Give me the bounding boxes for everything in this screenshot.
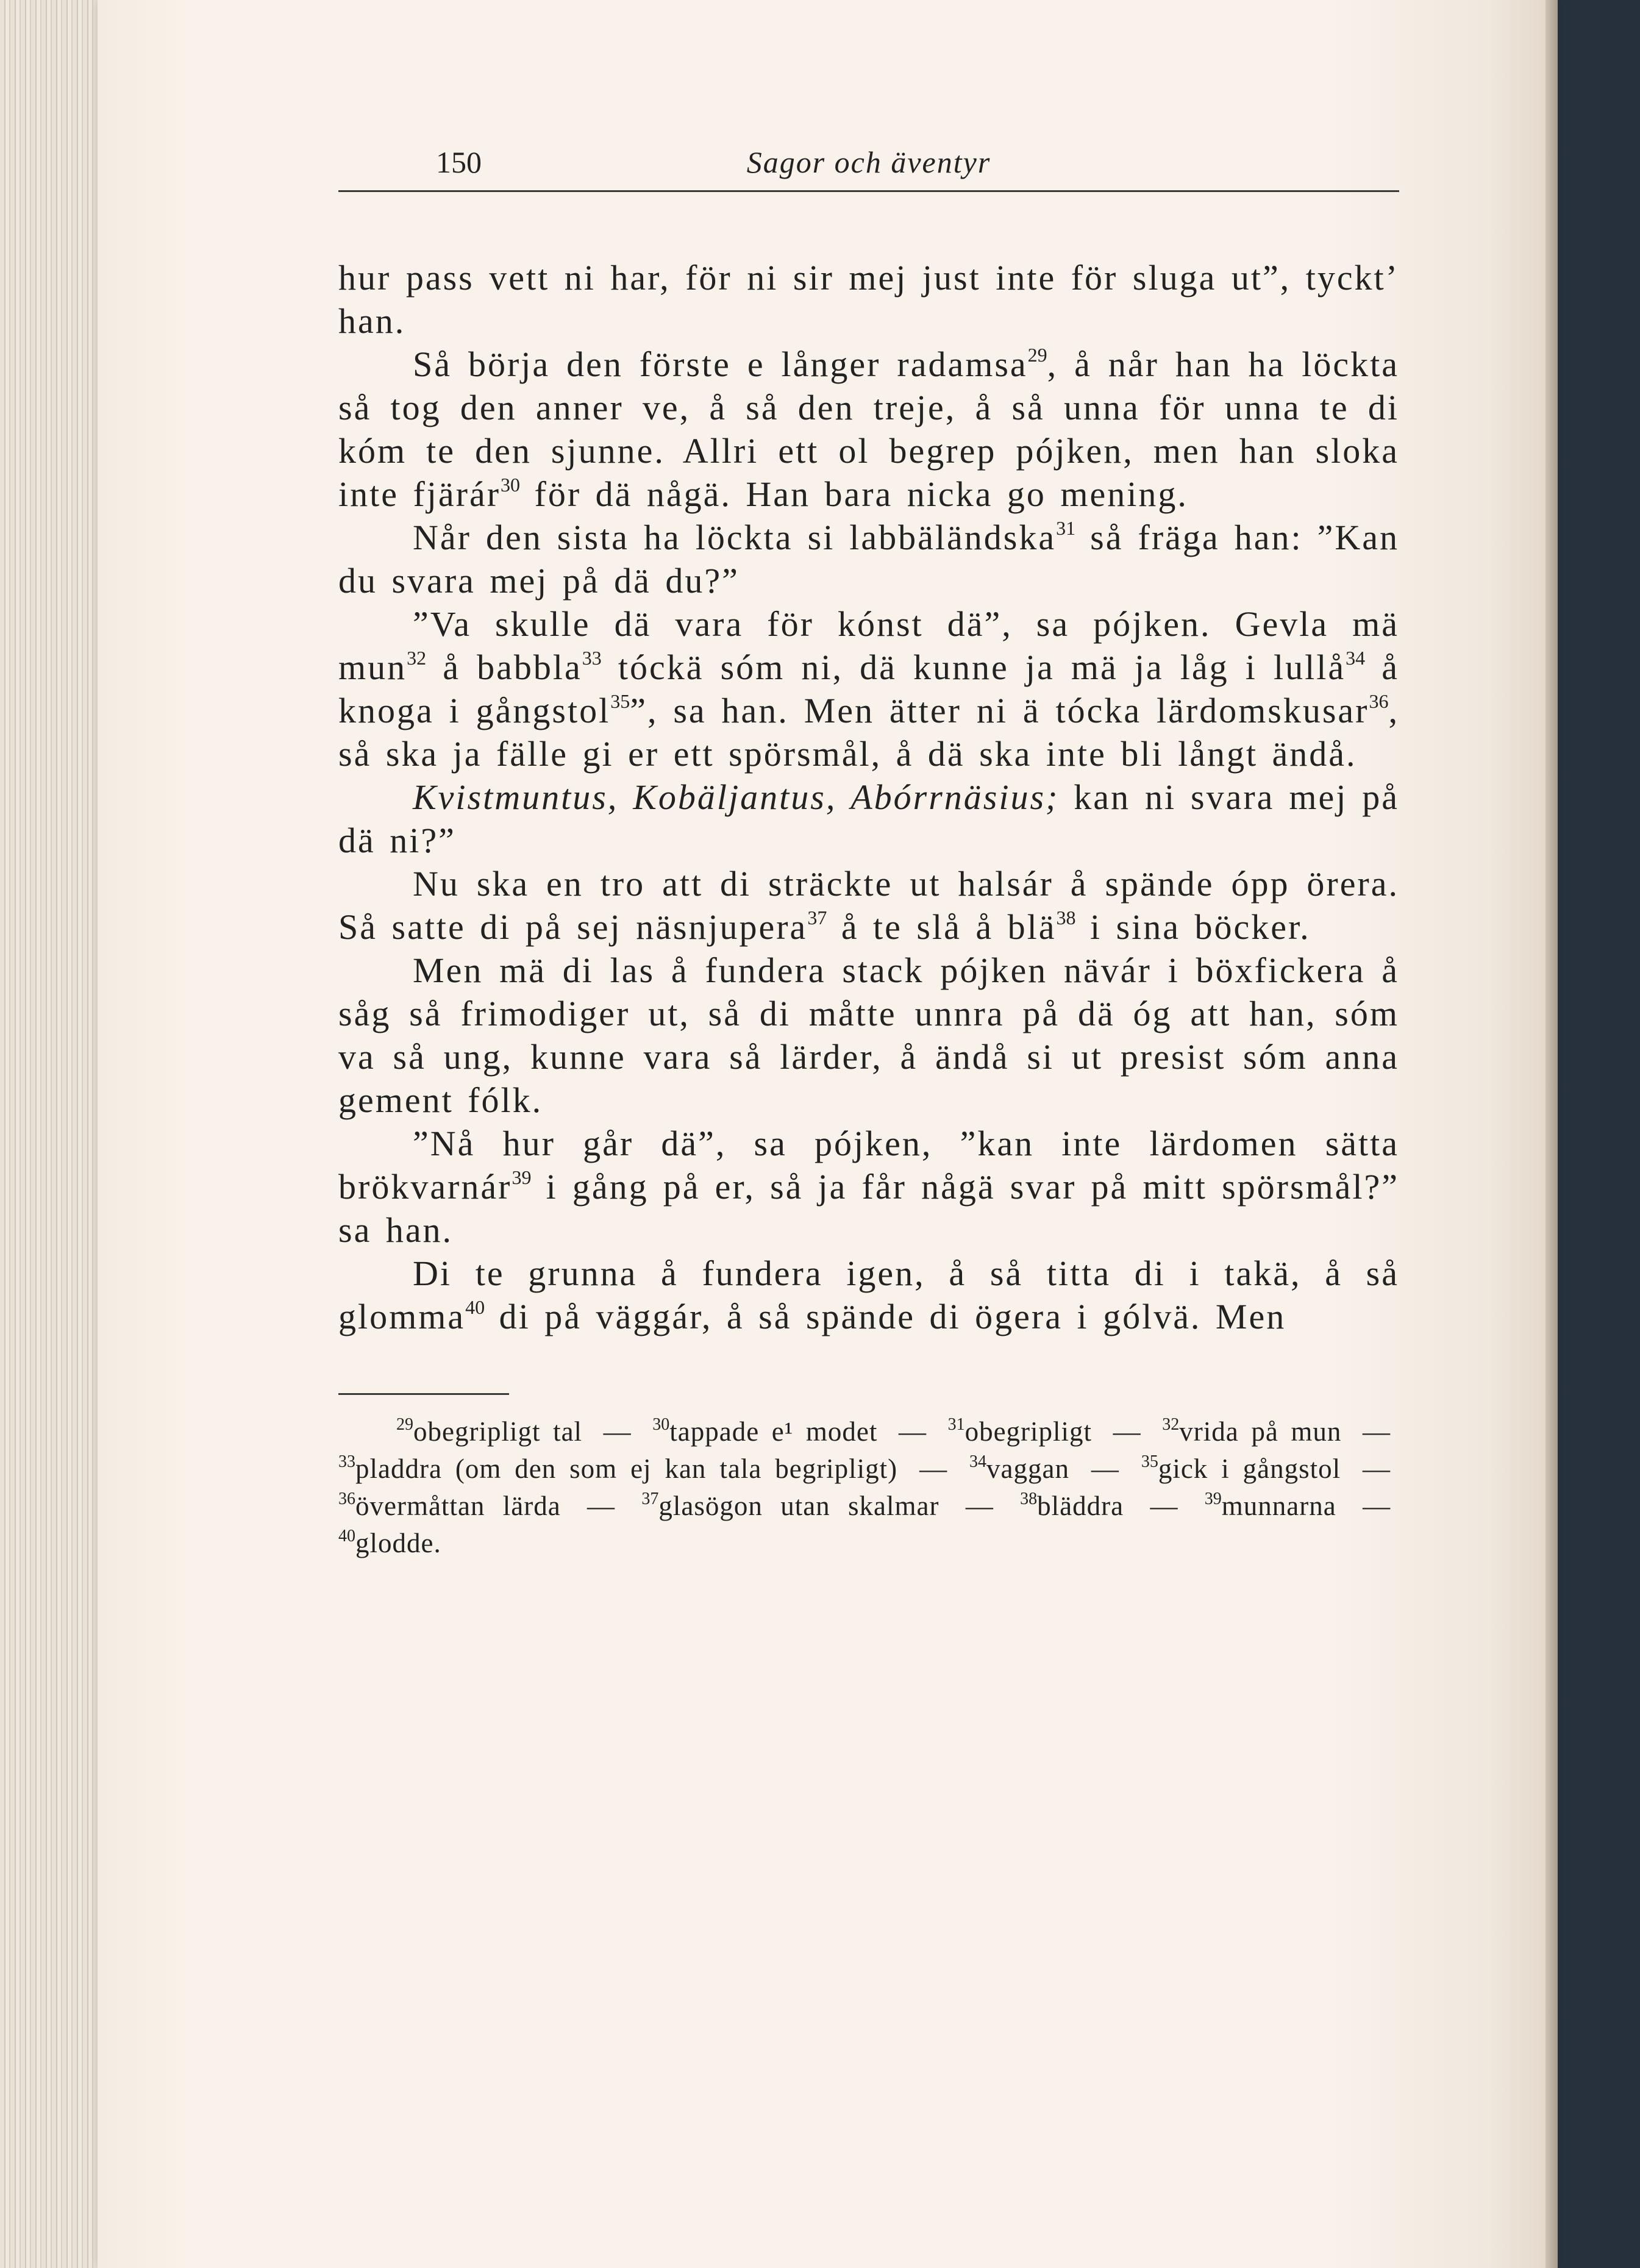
text-run: å knoga i gångstol bbox=[338, 647, 1399, 730]
footnote-text: obegripligt bbox=[964, 1416, 1093, 1447]
footnote-separator: — bbox=[965, 1491, 1012, 1521]
text-run: tóckä sóm ni, dä kunne ja mä ja låg i lullå bbox=[601, 647, 1346, 687]
footnote-number: 36 bbox=[338, 1489, 355, 1508]
footnote bbox=[338, 1528, 441, 1558]
text-run: hur pass vett ni har, för ni sir mej just inte för sluga ut”, tyckt’ han. bbox=[338, 258, 1399, 341]
paragraph bbox=[338, 343, 1399, 516]
footnote-text: pladdra (om den som ej kan tala begripligt) bbox=[355, 1453, 898, 1484]
text-run: Så börja den förste e långer radamsa bbox=[413, 344, 1028, 384]
footnote-separator: — bbox=[919, 1453, 961, 1484]
footnote-text: vrida på mun bbox=[1179, 1416, 1342, 1447]
italic-text: Kvistmuntus, Kobäljantus, Abórrnäsius; bbox=[413, 777, 1060, 817]
footnote-rule bbox=[338, 1393, 509, 1395]
text-run: , å når han ha löckta så tog den anner ve, å så den treje, å så unna för unna te di kóm te den sjunne. Allri ett ol begrep pójken, men han sloka inte fjärár bbox=[338, 344, 1399, 514]
footnote bbox=[338, 1491, 561, 1521]
body-text bbox=[338, 256, 1399, 1338]
footnote-marker: 29 bbox=[1027, 344, 1047, 366]
footnote bbox=[396, 1416, 582, 1447]
paragraph bbox=[338, 1122, 1399, 1252]
footnote bbox=[1020, 1491, 1124, 1521]
paragraph bbox=[338, 516, 1399, 602]
footnote-text: glasögon utan skalmar bbox=[658, 1491, 939, 1521]
footnote-marker: 31 bbox=[1056, 517, 1076, 539]
footnote-separator: — bbox=[603, 1416, 644, 1447]
footnote-number: 30 bbox=[652, 1415, 670, 1434]
footnote bbox=[948, 1416, 1092, 1447]
footnote bbox=[338, 1453, 897, 1484]
footnote-text: vaggan bbox=[986, 1453, 1069, 1484]
text-run: Når den sista ha löckta si labbäländska bbox=[413, 518, 1057, 557]
text-run: di på väggár, å så spände di ögera i gólvä. Men bbox=[485, 1297, 1286, 1336]
footnote-number: 34 bbox=[969, 1452, 987, 1471]
footnote-text: tappade e¹ modet bbox=[669, 1416, 878, 1447]
footnote-marker: 33 bbox=[582, 647, 602, 669]
text-run: å babbla bbox=[426, 647, 582, 687]
footnotes bbox=[338, 1413, 1399, 1562]
text-run: ”Nå hur går dä”, sa pójken, ”kan inte lärdomen sätta brökvarnár bbox=[338, 1124, 1399, 1207]
text-run: kan ni svara mej på dä ni?” bbox=[338, 777, 1399, 860]
footnote-separator: — bbox=[1150, 1491, 1196, 1521]
running-title: Sagor och äventyr bbox=[746, 145, 991, 179]
paragraph bbox=[338, 256, 1399, 343]
paragraph bbox=[338, 949, 1399, 1122]
footnote-text: bläddra bbox=[1037, 1491, 1124, 1521]
footnote-number: 38 bbox=[1020, 1489, 1038, 1508]
text-run: i gång på er, så ja får någä svar på mitt spörsmål?” sa han. bbox=[338, 1167, 1399, 1250]
footnote-separator: — bbox=[898, 1416, 939, 1447]
footnote-separator: — bbox=[1113, 1416, 1154, 1447]
page-number: 150 bbox=[436, 145, 482, 179]
text-run: , så ska ja fälle gi er ett spörsmål, å dä ska inte bli långt ändå. bbox=[338, 691, 1399, 774]
footnote-marker: 40 bbox=[465, 1296, 485, 1318]
footnote-marker: 36 bbox=[1369, 690, 1389, 712]
text-run: å te slå å blä bbox=[827, 907, 1057, 947]
footnote bbox=[652, 1416, 877, 1447]
text-run: i sina böcker. bbox=[1075, 907, 1311, 947]
footnote bbox=[969, 1453, 1069, 1484]
footnote-number: 40 bbox=[338, 1527, 355, 1546]
footnote-number: 39 bbox=[1204, 1489, 1222, 1508]
footnote-number: 33 bbox=[338, 1452, 355, 1471]
footnote-marker: 37 bbox=[807, 907, 827, 929]
footnote-marker: 32 bbox=[407, 647, 427, 669]
footnote-separator: — bbox=[1091, 1453, 1133, 1484]
running-head bbox=[338, 134, 1399, 192]
footnote-separator: — bbox=[1363, 1416, 1391, 1447]
footnote-separator: — bbox=[1363, 1453, 1391, 1484]
footnote-text: munnarna bbox=[1221, 1491, 1336, 1521]
footnote bbox=[641, 1491, 939, 1521]
footnote-marker: 38 bbox=[1056, 907, 1076, 929]
footnote bbox=[1141, 1453, 1341, 1484]
footnote-text: obegripligt tal bbox=[413, 1416, 583, 1447]
footnote-number: 31 bbox=[947, 1415, 965, 1434]
text-run: för dä någä. Han bara nicka go mening. bbox=[520, 474, 1188, 514]
footnote bbox=[1162, 1416, 1341, 1447]
paragraph bbox=[338, 862, 1399, 949]
footnote-text: glodde. bbox=[355, 1528, 441, 1558]
footnote-text: övermåttan lärda bbox=[355, 1491, 561, 1521]
paragraph bbox=[338, 602, 1399, 776]
book-spine bbox=[1546, 0, 1558, 2268]
text-run: Nu ska en tro att di sträckte ut halsár å spände ópp örera. Så satte di på sej näsnjupera bbox=[338, 864, 1399, 947]
text-run: Men mä di las å fundera stack pójken nävár i böxfickera å såg så frimodiger ut, så di måtte unnra på dä óg att han, sóm va så ung, kunne vara så lärder, å ändå si ut presist sóm anna gement fólk. bbox=[338, 950, 1399, 1120]
text-run: ”, sa han. Men ätter ni ä tócka lärdomskusar bbox=[630, 691, 1369, 730]
footnote-separator: — bbox=[587, 1491, 633, 1521]
footnote-text: gick i gångstol bbox=[1158, 1453, 1341, 1484]
footnote-marker: 34 bbox=[1346, 647, 1366, 669]
footnote-number: 32 bbox=[1162, 1415, 1180, 1434]
footnote-number: 37 bbox=[641, 1489, 659, 1508]
text-run: så fräga han: ”Kan du svara mej på dä du?” bbox=[338, 518, 1399, 601]
footnote-marker: 39 bbox=[512, 1166, 532, 1188]
footnote-number: 35 bbox=[1141, 1452, 1158, 1471]
footnote bbox=[1205, 1491, 1336, 1521]
footnote-marker: 30 bbox=[501, 474, 521, 496]
text-run: Di te grunna å fundera igen, å så titta di i takä, å så glomma bbox=[338, 1253, 1399, 1336]
text-block bbox=[338, 134, 1399, 1562]
footnote-marker: 35 bbox=[610, 690, 630, 712]
paragraph bbox=[338, 1252, 1399, 1338]
text-run: ”Va skulle dä vara för kónst dä”, sa pójken. Gevla mä mun bbox=[338, 604, 1399, 687]
footnote-number: 29 bbox=[396, 1415, 413, 1434]
footnote-separator: — bbox=[1363, 1491, 1391, 1521]
paragraph bbox=[338, 776, 1399, 862]
